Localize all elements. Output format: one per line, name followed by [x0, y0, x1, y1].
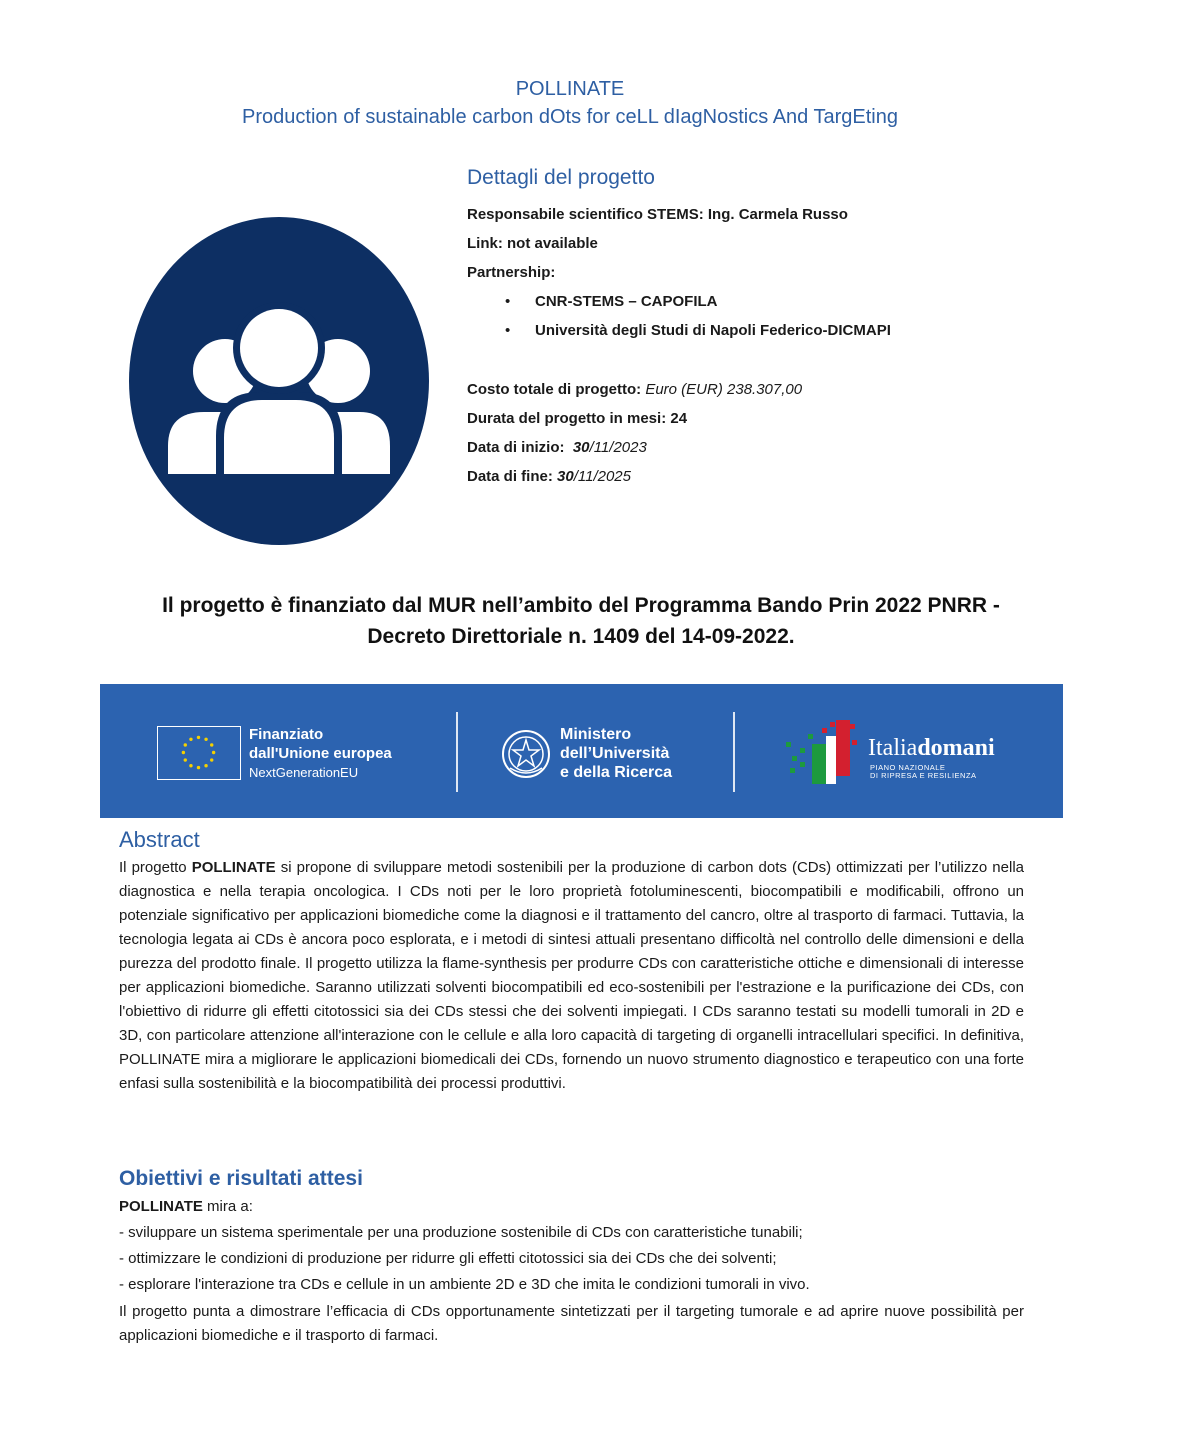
eu-flag-icon — [157, 726, 241, 780]
costo-label: Costo totale di progetto: — [467, 381, 642, 398]
eu-funding-label — [249, 725, 392, 782]
objectives-lead-rest: mira a: — [202, 1198, 253, 1215]
inizio-label: Data di inizio: — [467, 439, 565, 456]
abstract-heading: Abstract — [119, 827, 200, 852]
italia-sub-1: PIANO NAZIONALE — [870, 763, 946, 772]
italiadomani-subtitle — [870, 764, 977, 780]
objectives-heading: Obiettivi e risultati attesi — [119, 1167, 363, 1190]
mur-line-1: Ministero — [560, 726, 632, 743]
costo-row — [467, 375, 1167, 404]
objectives-lead — [119, 1194, 1024, 1220]
partnership-label: Partnership: — [467, 264, 556, 281]
details-heading: Dettagli del progetto — [467, 166, 655, 189]
banner-divider — [733, 712, 735, 792]
abstract-project-name: POLLINATE — [191, 859, 276, 876]
list-item: • Università degli Studi di Napoli Federico-DICMAPI — [535, 316, 1167, 345]
fine-row — [467, 462, 1167, 491]
italian-emblem-icon — [500, 728, 552, 780]
funding-line-2: Decreto Direttoriale n. 1409 del 14-09-2022. — [367, 625, 795, 648]
eu-line-1: Finanziato — [249, 726, 324, 743]
project-subtitle: Production of sustainable carbon dOts for ceLL dIagNostics And TargEting — [242, 106, 898, 128]
funding-logos-banner — [100, 684, 1063, 818]
abstract-intro: Il progetto — [119, 859, 192, 876]
link-row: Link: not available — [467, 235, 598, 252]
partners-list — [467, 287, 1167, 345]
durata-row: Durata del progetto in mesi: 24 — [467, 410, 688, 427]
abstract-body: si propone di sviluppare metodi sostenibili per la produzione di carbon dots (CDs) ottimizzati per l’utilizzo nella diagnostica e nella terapia oncologica. I CDs noti per le loro proprietà fotoluminescenti, biocompatibili e modificabili, offrono un potenziale significativo per applicazioni biomediche come la diagnosi e il trattamento del cancro, oltre al trasporto di farmaci. Tuttavia, la tecnologia legata ai CDs è ancora poco esplorata, e i metodi di sintesi attuali presentano difficoltà nel controllo delle dimensioni e della purezza del prodotto finale. Il progetto utilizza la flame-synthesis per produrre CDs con caratteristiche ottiche e dimensionali di interesse per applicazioni biomediche. Saranno utilizzati solventi biocompatibili ed eco-sostenibili per l'estrazione e la purificazione dei CDs, con l'obiettivo di ridurre gli effetti citotossici sia dei CDs stessi che dei solventi impiegati. I CDs saranno testati su modelli tumorali in 2D e 3D, con particolare attenzione all'interazione con le cellule e alla loro capacità di targeting di organelli intracellulari specifici. In definitiva, POLLINATE mira a migliorare le applicazioni biomedicali dei CDs, fornendo un nuovo strumento diagnostico e terapeutico con una forte enfasi sulla sostenibilità e la biocompatibilità dei processi produttivi. — [119, 859, 1024, 1092]
funding-statement — [100, 590, 1062, 652]
abstract-section — [119, 824, 1024, 1096]
group-users-icon — [128, 216, 430, 546]
fine-day: 30 — [557, 468, 574, 485]
banner-divider — [456, 712, 458, 792]
italia-sub-2: DI RIPRESA E RESILIENZA — [870, 771, 977, 780]
italia-part-1: Italia — [868, 735, 918, 761]
italiadomani-logo-icon — [782, 716, 862, 786]
document-header — [0, 76, 1140, 132]
italia-part-2: domani — [917, 735, 995, 761]
list-item: - sviluppare un sistema sperimentale per una produzione sostenibile di CDs con caratteristiche tunabili; — [119, 1224, 803, 1241]
funding-line-1: Il progetto è finanziato dal MUR nell’ambito del Programma Bando Prin 2022 PNRR - — [162, 594, 1000, 617]
eu-line-3: NextGenerationEU — [249, 765, 359, 780]
project-title: POLLINATE — [515, 78, 625, 100]
fine-label: Data di fine: — [467, 468, 553, 485]
list-item: - ottimizzare le condizioni di produzione per ridurre gli effetti citotossici sia dei CDs che dei solventi; — [119, 1250, 777, 1267]
mur-label — [560, 725, 672, 782]
inizio-day: 30 — [572, 439, 590, 456]
mur-line-2: dell’Università — [560, 745, 670, 762]
objectives-section — [119, 1164, 1024, 1348]
italiadomani-wordmark — [868, 735, 995, 761]
objectives-project-name: POLLINATE — [119, 1198, 203, 1215]
inizio-rest: /11/2023 — [589, 439, 647, 456]
abstract-text — [119, 856, 1024, 1096]
costo-value: Euro (EUR) 238.307,00 — [645, 381, 803, 398]
fine-rest: /11/2025 — [573, 468, 631, 485]
mur-line-3: e della Ricerca — [560, 764, 673, 781]
list-item: • CNR-STEMS – CAPOFILA — [535, 287, 1167, 316]
inizio-row — [467, 433, 1167, 462]
objectives-final: Il progetto punta a dimostrare l’efficacia di CDs opportunamente sintetizzati per il targeting tumorale e ad aprire nuove possibilità per applicazioni biomediche e il trasporto di farmaci. — [119, 1303, 1024, 1344]
eu-line-2: dall'Unione europea — [249, 745, 392, 762]
project-details — [467, 164, 1167, 491]
responsabile-row: Responsabile scientifico STEMS: Ing. Carmela Russo — [467, 206, 848, 223]
list-item: - esplorare l'interazione tra CDs e cellule in un ambiente 2D e 3D che imita le condizioni tumorali in vivo. — [119, 1276, 810, 1293]
